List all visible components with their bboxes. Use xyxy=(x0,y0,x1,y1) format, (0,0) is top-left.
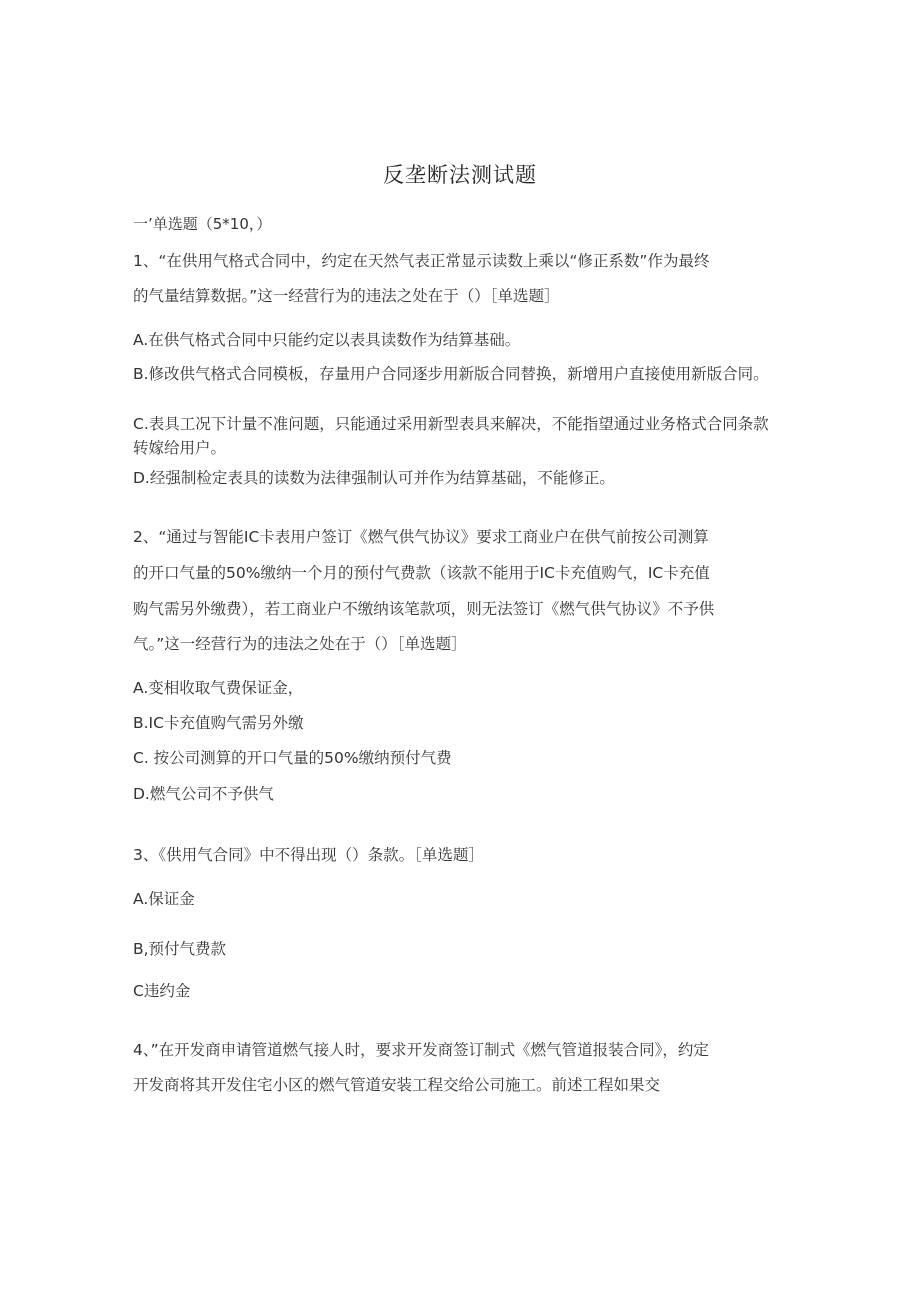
question-2-stem-line-2: 的开口气量的50%缴纳一个月的预付气费款（该款不能用于IC卡充值购气，IC卡充值 xyxy=(133,564,710,582)
question-1-stem-line-2: 的气量结算数据。”这一经营行为的违法之处在于（）［单选题］ xyxy=(133,287,560,305)
question-3-option-c: C违约金 xyxy=(133,982,191,1000)
question-2-option-c: C. 按公司测算的开口气量的50%缴纳预付气费 xyxy=(133,749,452,767)
question-2-stem-line-4: 气。”这一经营行为的违法之处在于（）［单选题］ xyxy=(133,635,467,653)
question-1-option-c: C.表具工况下计量不准问题，只能通过采用新型表具来解决，不能指望通过业务格式合同条款转嫁给用户。 xyxy=(133,415,769,457)
question-1-stem-line-1: 1、“在供用气格式合同中，约定在天然气表正常显示读数上乘以“修正系数”作为最终 xyxy=(133,252,710,270)
question-1-option-b: B.修改供气格式合同模板，存量用户合同逐步用新版合同替换，新增用户直接使用新版合同。 xyxy=(133,365,769,383)
section-heading: 一’单选题（5*10，） xyxy=(133,215,272,233)
question-1-option-a: A.在供气格式合同中只能约定以表具读数作为结算基础。 xyxy=(133,331,521,349)
question-3-option-b: B,预付气费款 xyxy=(133,940,227,958)
question-3-stem-line-1: 3、《供用气合同》中不得出现（）条款。［单选题］ xyxy=(133,846,484,864)
question-2-stem-line-3: 购气需另外缴费），若工商业户不缴纳该笔款项，则无法签订《燃气供气协议》不予供 xyxy=(133,600,715,618)
question-4-stem-line-1: 4、”在开发商申请管道燃气接人时，要求开发商签订制式《燃气管道报装合同》，约定 xyxy=(133,1041,709,1059)
question-3-option-a: A.保证金 xyxy=(133,890,195,908)
page-title: 反垄断法测试题 xyxy=(383,163,537,187)
question-1-option-d: D.经强制检定表具的读数为法律强制认可并作为结算基础，不能修正。 xyxy=(133,469,615,487)
question-2-option-a: A.变相收取气费保证金， xyxy=(133,679,304,697)
question-2-stem-line-1: 2、“通过与智能IC卡表用户签订《燃气供气协议》要求工商业户在供气前按公司测算 xyxy=(133,528,709,546)
question-2-option-d: D.燃气公司不予供气 xyxy=(133,785,274,803)
question-2-option-b: B.IC卡充值购气需另外缴 xyxy=(133,714,304,732)
question-4-stem-line-2: 开发商将其开发住宅小区的燃气管道安装工程交给公司施工。前述工程如果交 xyxy=(133,1076,661,1094)
